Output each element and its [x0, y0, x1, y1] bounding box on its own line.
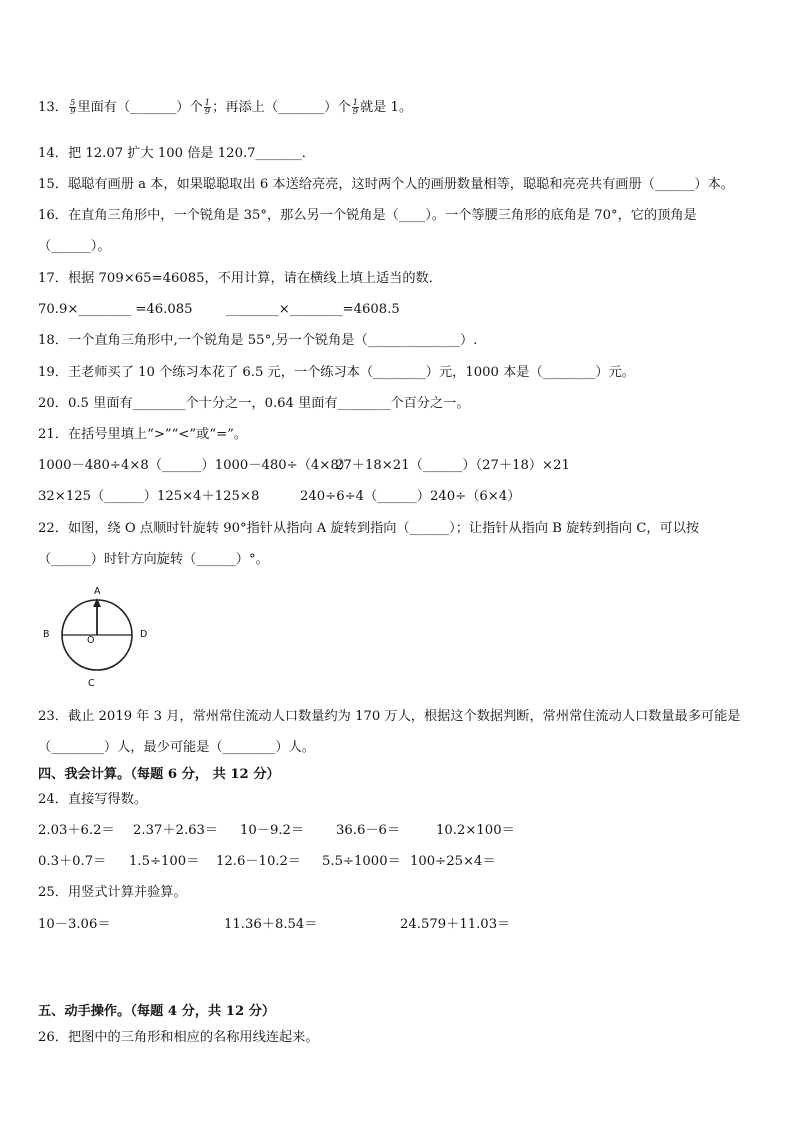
question-24-row-2: [38, 853, 598, 871]
question-17-blanks: [38, 301, 438, 319]
question-23-line-2: （________）人，最少可能是（________）人。: [38, 740, 315, 755]
blank-expression-1: 70.9×________ =46.085: [38, 302, 193, 317]
question-21: 21．在括号里填上“>”“<”或“=”。: [38, 427, 248, 442]
comparison-3: 32×125（______）125×4＋125×8: [38, 489, 260, 504]
calc-item: 10.2×100＝: [436, 823, 515, 838]
vertical-calc-item: 10－3.06＝: [38, 917, 111, 932]
calc-item: 5.5÷1000＝: [322, 854, 401, 869]
question-21-row-1: [38, 457, 638, 475]
calc-item: 0.3＋0.7＝: [38, 854, 107, 869]
section-5-heading: 五、动手操作。（每题 4 分，共 12 分）: [38, 1004, 276, 1019]
question-19: 19．王老师买了 10 个练习本花了 6.5 元，一个练习本（________）元，1000 本是（________）元。: [38, 365, 635, 380]
question-number: 13．: [38, 100, 68, 115]
question-23-line-1: 23．截止 2019 年 3 月，常州常住流动人口数量约为 170 万人，根据这个数据判断，常州常住流动人口数量最多可能是: [38, 709, 741, 724]
calc-item: 36.6－6＝: [336, 823, 401, 838]
question-22-line-1: 22．如图，绕 O 点顺时针旋转 90°指针从指向 A 旋转到指向（______）；让指针从指向 B 旋转到指向 C，可以按: [38, 521, 700, 536]
calc-item: 10－9.2＝: [240, 823, 305, 838]
vertical-calc-item: 24.579＋11.03＝: [400, 917, 511, 932]
question-17: 17．根据 709×65=46085，不用计算，请在横线上填上适当的数．: [38, 271, 442, 286]
label-d: D: [140, 629, 148, 640]
calc-item: 1.5÷100＝: [129, 854, 200, 869]
fraction-five-ninths: $\frac{5}{9}$: [69, 98, 76, 117]
question-25: 25．用竖式计算并验算。: [38, 885, 187, 900]
question-16-line-2: （______）。: [38, 239, 111, 254]
question-15: 15．聪聪有画册 a 本，如果聪聪取出 6 本送给亮亮，这时两个人的画册数量相等，聪聪和亮亮共有画册（______）本。: [38, 177, 734, 192]
label-b: B: [43, 629, 50, 640]
calc-item: 12.6－10.2＝: [216, 854, 302, 869]
question-25-items: [38, 916, 558, 934]
question-14: 14．把 12.07 扩大 100 倍是 120.7_______．: [38, 146, 315, 161]
question-13-text-2: ；再添上（_______）个: [212, 100, 351, 115]
comparison-1: 1000－480÷4×8（______）1000－480÷（4×8）: [38, 458, 352, 473]
question-18: 18．一个直角三角形中,一个锐角是 55°,另一个锐角是（______________）.: [38, 333, 478, 348]
question-16-line-1: 16．在直角三角形中，一个锐角是 35°，那么另一个锐角是（____）。一个等腰三角形的底角是 70°，它的顶角是: [38, 208, 697, 223]
blank-expression-2: ________×________=4608.5: [226, 302, 400, 317]
question-26: 26．把图中的三角形和相应的名称用线连起来。: [38, 1030, 319, 1045]
comparison-2: 27＋18×21（______）（27＋18）×21: [335, 458, 570, 473]
label-o: O: [87, 635, 95, 646]
fraction-one-ninth: $\frac{1}{9}$: [204, 98, 211, 117]
calc-item: 100÷25×4＝: [410, 854, 496, 869]
section-4-heading: 四、我会计算。（每题 6 分， 共 12 分）: [38, 767, 280, 782]
question-13-text-3: 就是 1。: [359, 100, 413, 115]
fraction-one-ninth: $\frac{1}{9}$: [352, 98, 358, 117]
circle-diagram: [40, 585, 160, 695]
question-13: [38, 99, 412, 117]
calc-item: 2.37＋2.63＝: [133, 823, 219, 838]
rotation-figure: [40, 585, 160, 695]
question-22-line-2: （______）时针方向旋转（______）°。: [38, 552, 269, 567]
question-13-text-1: 里面有（_______）个: [77, 100, 203, 115]
calc-item: 2.03＋6.2＝: [38, 823, 115, 838]
vertical-calc-item: 11.36＋8.54＝: [224, 917, 318, 932]
label-a: A: [94, 586, 101, 597]
question-20: 20．0.5 里面有________个十分之一，0.64 里面有________个百分之一。: [38, 396, 470, 411]
label-c: C: [88, 678, 95, 689]
question-24-row-1: [38, 822, 598, 840]
comparison-4: 240÷6÷4（______）240÷（6×4）: [300, 489, 521, 504]
question-21-row-2: [38, 488, 638, 506]
question-24: 24．直接写得数。: [38, 792, 148, 807]
